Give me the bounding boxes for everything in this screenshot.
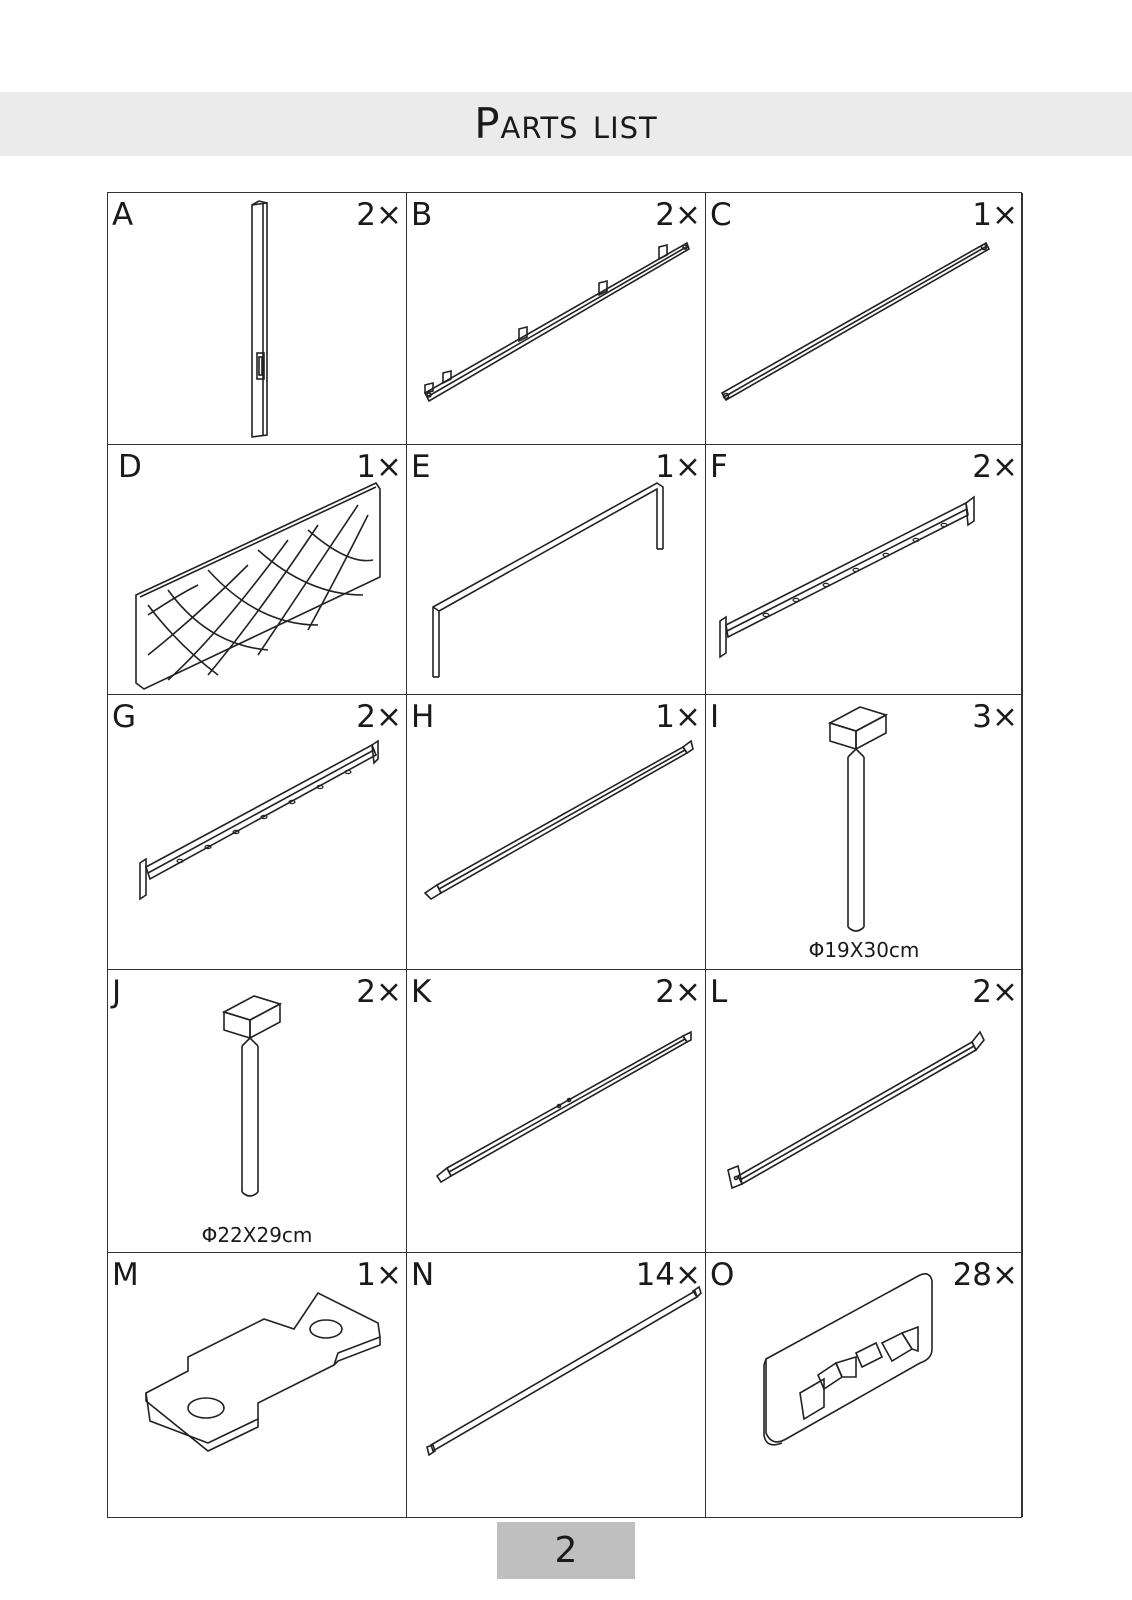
- part-quantity: 2×: [655, 197, 701, 233]
- part-letter: H: [411, 699, 435, 735]
- part-cell-j: [108, 970, 407, 1253]
- part-letter: N: [411, 1257, 435, 1293]
- headboard-illustration: [108, 445, 407, 695]
- part-quantity: 14×: [635, 1257, 701, 1293]
- part-quantity: 2×: [972, 974, 1018, 1010]
- part-letter: K: [411, 974, 432, 1010]
- part-cell-i: [706, 695, 1023, 970]
- part-cell-b: [407, 193, 706, 445]
- part-letter: O: [710, 1257, 735, 1293]
- part-cell-a: [108, 193, 407, 445]
- page-number: 2: [497, 1522, 635, 1579]
- parts-grid: [107, 192, 1022, 1518]
- part-cell-c: [706, 193, 1023, 445]
- part-cell-k: [407, 970, 706, 1253]
- part-quantity: 3×: [972, 699, 1018, 735]
- bracket-plate-illustration: [108, 1253, 407, 1517]
- part-cell-e: [407, 445, 706, 695]
- part-cell-l: [706, 970, 1023, 1253]
- dimension-label: Φ22X29cm: [201, 1223, 313, 1247]
- part-letter: I: [710, 699, 720, 735]
- part-cell-h: [407, 695, 706, 970]
- part-letter: C: [710, 197, 732, 233]
- part-quantity: 1×: [655, 449, 701, 485]
- part-quantity: 1×: [655, 699, 701, 735]
- part-cell-d: [108, 445, 407, 695]
- part-quantity: 2×: [356, 974, 402, 1010]
- side-rail-bracket-illustration: [108, 695, 407, 970]
- page-title: Parts list: [474, 99, 658, 148]
- footboard-frame-illustration: [407, 445, 706, 695]
- part-letter: D: [118, 449, 142, 485]
- rail-illustration: [706, 970, 1023, 1253]
- slat-holder-illustration: [706, 1253, 1023, 1517]
- rail-illustration: [706, 193, 1023, 445]
- part-quantity: 1×: [356, 449, 402, 485]
- part-letter: J: [112, 974, 122, 1010]
- part-cell-o: [706, 1253, 1023, 1517]
- part-quantity: 1×: [356, 1257, 402, 1293]
- part-quantity: 2×: [972, 449, 1018, 485]
- center-rail-illustration: [407, 695, 706, 970]
- slat-illustration: [407, 1253, 706, 1517]
- side-rail-bracket-illustration: [706, 445, 1023, 695]
- part-letter: E: [411, 449, 431, 485]
- side-rail-illustration: [407, 193, 706, 445]
- part-cell-n: [407, 1253, 706, 1517]
- support-leg-illustration: [108, 970, 407, 1253]
- part-letter: F: [710, 449, 728, 485]
- part-cell-f: [706, 445, 1023, 695]
- part-letter: G: [112, 699, 137, 735]
- support-leg-illustration: [706, 695, 1023, 970]
- part-letter: A: [112, 197, 134, 233]
- part-cell-g: [108, 695, 407, 970]
- center-rail-illustration: [407, 970, 706, 1253]
- part-quantity: 28×: [952, 1257, 1018, 1293]
- part-quantity: 2×: [356, 197, 402, 233]
- dimension-label: Φ19X30cm: [808, 938, 920, 962]
- part-cell-m: [108, 1253, 407, 1517]
- part-letter: L: [710, 974, 728, 1010]
- part-quantity: 2×: [655, 974, 701, 1010]
- post-illustration: [108, 193, 407, 445]
- part-letter: B: [411, 197, 433, 233]
- part-quantity: 2×: [356, 699, 402, 735]
- part-quantity: 1×: [972, 197, 1018, 233]
- part-letter: M: [112, 1257, 139, 1293]
